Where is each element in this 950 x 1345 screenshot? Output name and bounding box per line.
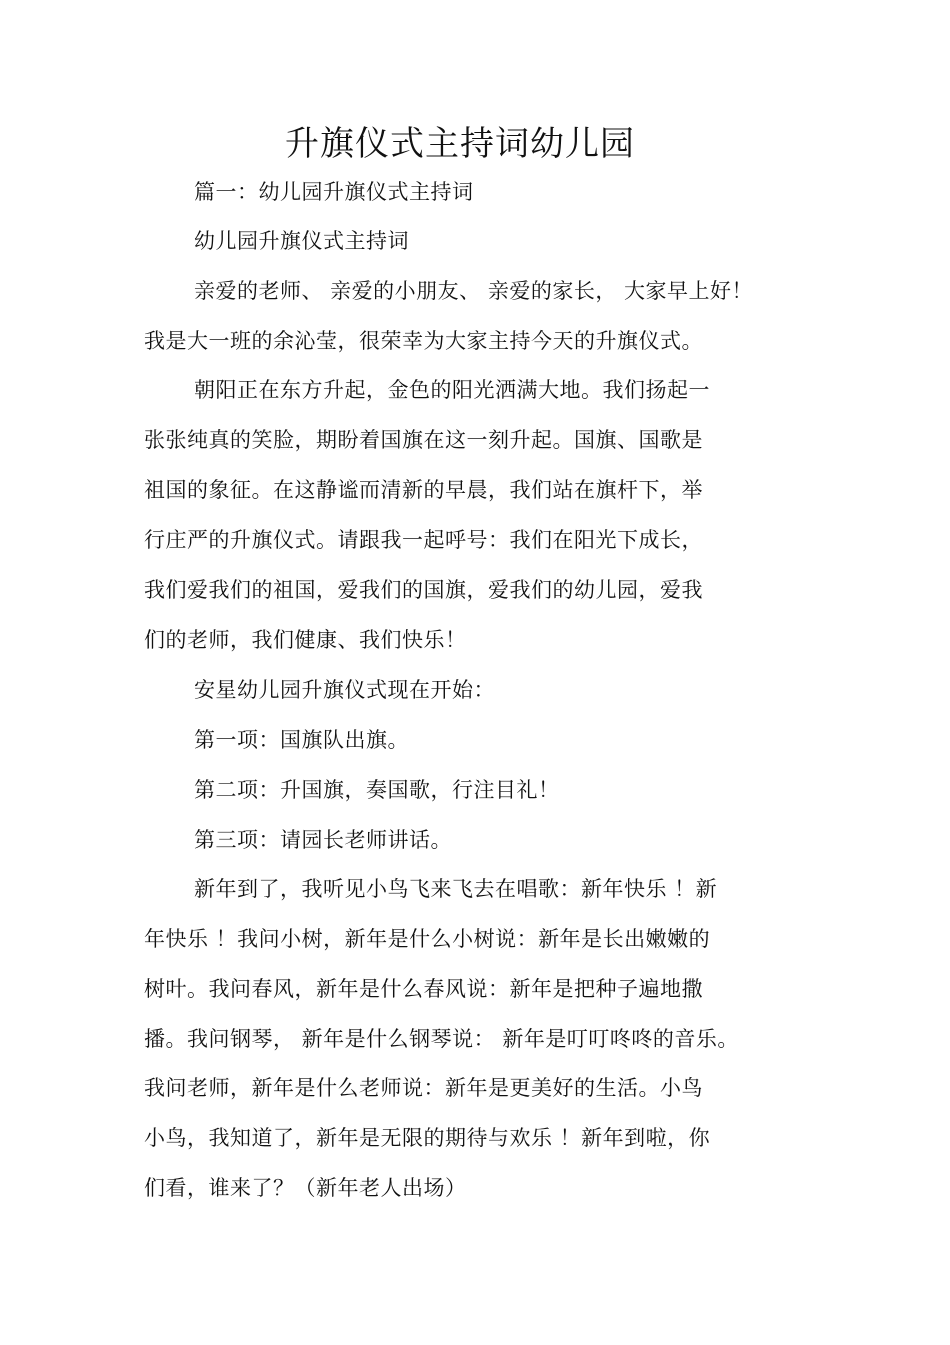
- paragraph-line: 我们爱我们的祖国，爱我们的国旗，爱我们的幼儿园，爱我: [144, 578, 703, 602]
- paragraph-line: 新年到了，我听见小鸟飞来飞去在唱歌：新年快乐 ！新: [194, 877, 718, 901]
- subtitle-line: 幼儿园升旗仪式主持词: [194, 229, 409, 253]
- agenda-item: 第二项：升国旗，奏国歌，行注目礼！: [194, 778, 560, 802]
- paragraph-line: 们的老师，我们健康、我们快乐！: [144, 628, 467, 652]
- paragraph-line: 树叶。我问春风，新年是什么春风说：新年是把种子遍地撒: [144, 977, 703, 1001]
- paragraph-line: 小鸟，我知道了，新年是无限的期待与欢乐 ！新年到啦，你: [144, 1126, 711, 1150]
- paragraph-line: 我问老师，新年是什么老师说：新年是更美好的生活。小鸟: [144, 1076, 703, 1100]
- paragraph-line: 张张纯真的笑脸，期盼着国旗在这一刻升起。国旗、国歌是: [144, 428, 703, 452]
- paragraph-line: 祖国的象征。在这静谧而清新的早晨，我们站在旗杆下，举: [144, 478, 703, 502]
- document-title: 升旗仪式主持词幼儿园: [285, 124, 635, 164]
- paragraph-line: 播。我问钢琴， 新年是什么钢琴说： 新年是叮叮咚咚的音乐。: [144, 1027, 739, 1051]
- paragraph-line: 行庄严的升旗仪式。请跟我一起呼号：我们在阳光下成长，: [144, 528, 703, 552]
- section-heading: 篇一：幼儿园升旗仪式主持词: [194, 180, 474, 204]
- agenda-item: 第三项：请园长老师讲话。: [194, 828, 452, 852]
- agenda-item: 第一项：国旗队出旗。: [194, 728, 409, 752]
- paragraph-line: 我是大一班的余沁莹，很荣幸为大家主持今天的升旗仪式。: [144, 329, 703, 353]
- paragraph-line: 朝阳正在东方升起，金色的阳光洒满大地。我们扬起一: [194, 378, 710, 402]
- paragraph-line: 们看，谁来了？（新年老人出场）: [144, 1176, 467, 1200]
- paragraph-line: 安星幼儿园升旗仪式现在开始：: [194, 678, 495, 702]
- paragraph-line: 亲爱的老师、 亲爱的小朋友、 亲爱的家长， 大家早上好！: [194, 279, 754, 303]
- paragraph-line: 年快乐 ！我问小树，新年是什么小树说：新年是长出嫩嫩的: [144, 927, 711, 951]
